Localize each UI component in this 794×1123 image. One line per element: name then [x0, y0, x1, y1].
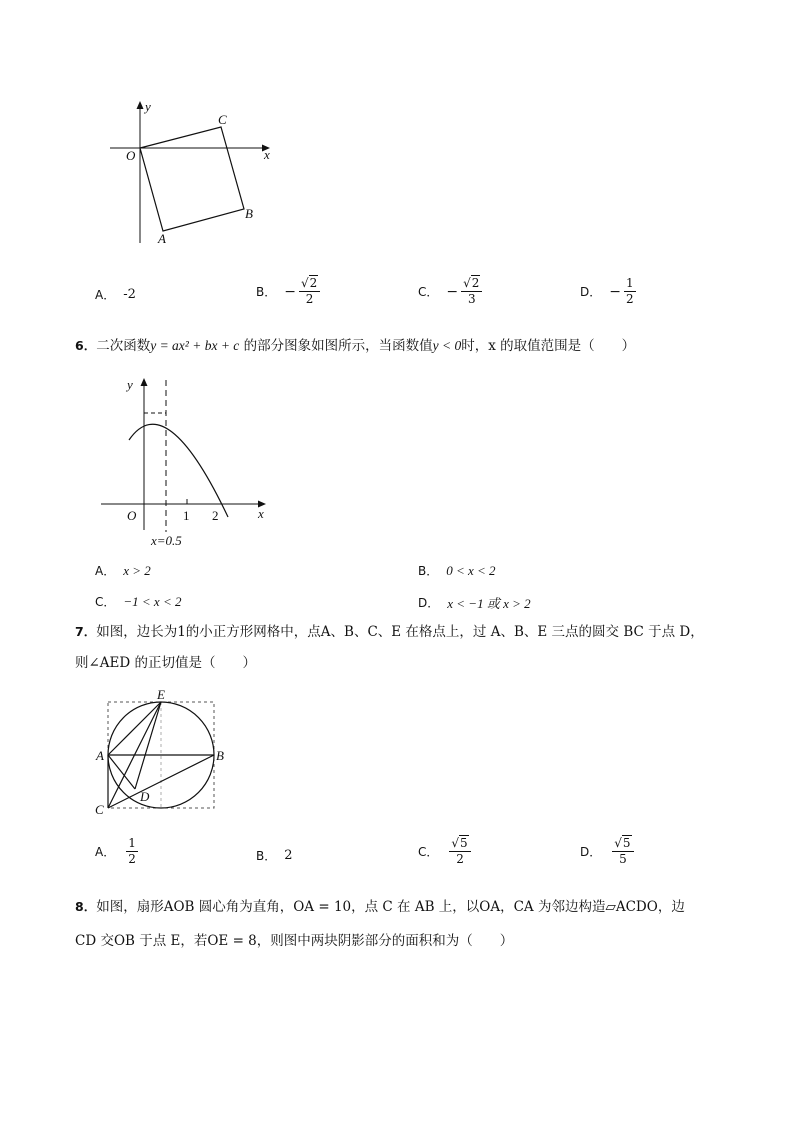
q6-option-a[interactable]	[95, 562, 151, 579]
q5-option-d[interactable]	[580, 276, 636, 307]
q7-option-c[interactable]	[418, 836, 471, 867]
denominator: 2	[305, 292, 314, 306]
option-label: C．	[418, 845, 439, 859]
function-formula: y = ax² + bx + c	[150, 338, 240, 353]
label-o: O	[127, 508, 137, 523]
label-e: E	[157, 687, 165, 702]
label-o: O	[126, 148, 136, 163]
denominator: 2	[128, 852, 136, 866]
fraction: $\frac{√5}{5}$	[612, 836, 633, 867]
label-a: A	[96, 748, 104, 763]
option-label: D．	[418, 596, 440, 610]
q6-stem: 6．二次函数y = ax² + bx + c 的部分图象如图所示，当函数值y < 0时，x 的取值范围是（ ）	[75, 338, 636, 354]
denominator: 3	[467, 292, 476, 306]
q5-option-c[interactable]	[418, 276, 482, 307]
q5-option-a[interactable]	[95, 286, 136, 303]
q6-option-d[interactable]	[418, 593, 531, 612]
option-label: B．	[418, 564, 439, 578]
q7-stem-line1: 7．如图，边长为1的小正方形网格中，点A、B、C、E 在格点上，过 A、B、E 三点的圆交 BC 于点 D，	[75, 624, 704, 640]
q8-stem-line2: CD 交OB 于点 E，若OE = 8，则图中两块阴影部分的面积和为（ ）	[75, 933, 514, 949]
label-b: B	[245, 206, 253, 221]
fraction	[126, 836, 138, 867]
option-value: x > 2	[123, 562, 151, 578]
q6-option-c[interactable]	[95, 593, 181, 610]
fraction	[624, 276, 636, 307]
q6-figure	[95, 372, 285, 552]
radicand: 5	[460, 836, 468, 850]
option-label: C．	[418, 285, 439, 299]
minus-sign: −	[446, 283, 459, 300]
q7-figure	[90, 680, 240, 820]
label-c: C	[218, 112, 227, 127]
radicand: 2	[309, 276, 318, 290]
fraction: $\frac{√2}{2}$	[299, 276, 320, 307]
denominator: 5	[619, 852, 627, 866]
q7-option-d[interactable]	[580, 836, 634, 867]
label-c: C	[95, 802, 104, 817]
y-axis-arrow	[137, 101, 144, 109]
radicand: 5	[622, 836, 631, 850]
minus-sign: −	[609, 283, 621, 300]
label-y: y	[145, 99, 151, 114]
numerator: 1	[128, 836, 136, 850]
q7-option-b[interactable]	[256, 847, 293, 864]
option-label: D．	[580, 285, 602, 299]
q8-stem-line1: 8．如图，扇形AOB 圆心角为直角，OA = 10，点 C 在 AB 上，以OA，CA 为邻边构造▱ACDO，边	[75, 899, 685, 915]
question-number: 8．	[75, 899, 97, 914]
tick-label-1: 1	[183, 508, 190, 523]
condition: y < 0	[432, 338, 462, 353]
label-a: A	[158, 231, 166, 246]
label-d: D	[140, 789, 150, 804]
y-axis-arrow	[141, 378, 148, 386]
label-x: x	[258, 506, 264, 521]
radicand: 2	[471, 276, 480, 290]
tick-label-2: 2	[212, 508, 219, 523]
option-label: A．	[95, 564, 116, 578]
option-value: -2	[123, 287, 136, 302]
question-number: 6．	[75, 338, 97, 353]
q7-option-a[interactable]	[95, 836, 138, 867]
option-value: 0 < x < 2	[446, 562, 496, 578]
label-x: x	[264, 147, 270, 162]
question-number: 7．	[75, 624, 97, 639]
option-label: D．	[580, 845, 602, 859]
option-label: A．	[95, 845, 116, 859]
axis-note: x=0.5	[151, 533, 182, 548]
segment-ad	[108, 755, 135, 789]
minus-sign: −	[284, 283, 296, 300]
option-value: −1 < x < 2	[123, 593, 182, 609]
fraction: $\frac{√5}{2}$	[449, 836, 470, 867]
numerator: 1	[625, 276, 634, 290]
option-label: B．	[256, 849, 277, 863]
fraction: $\frac{√2}{3}$	[461, 276, 482, 307]
square-ocba	[140, 127, 244, 231]
label-b: B	[216, 748, 224, 763]
option-value: 2	[284, 848, 293, 863]
denominator: 2	[456, 852, 464, 866]
q5-figure	[100, 95, 290, 255]
label-y: y	[127, 377, 133, 392]
option-label: C．	[95, 595, 116, 609]
option-label: A．	[95, 288, 116, 302]
option-label: B．	[256, 285, 277, 299]
option-value: x < −1 或 x > 2	[447, 596, 531, 611]
q6-option-b[interactable]	[418, 562, 496, 579]
q5-option-b[interactable]	[256, 276, 320, 307]
denominator: 2	[625, 292, 634, 306]
q7-stem-line2: 则∠AED 的正切值是（ ）	[75, 655, 257, 671]
